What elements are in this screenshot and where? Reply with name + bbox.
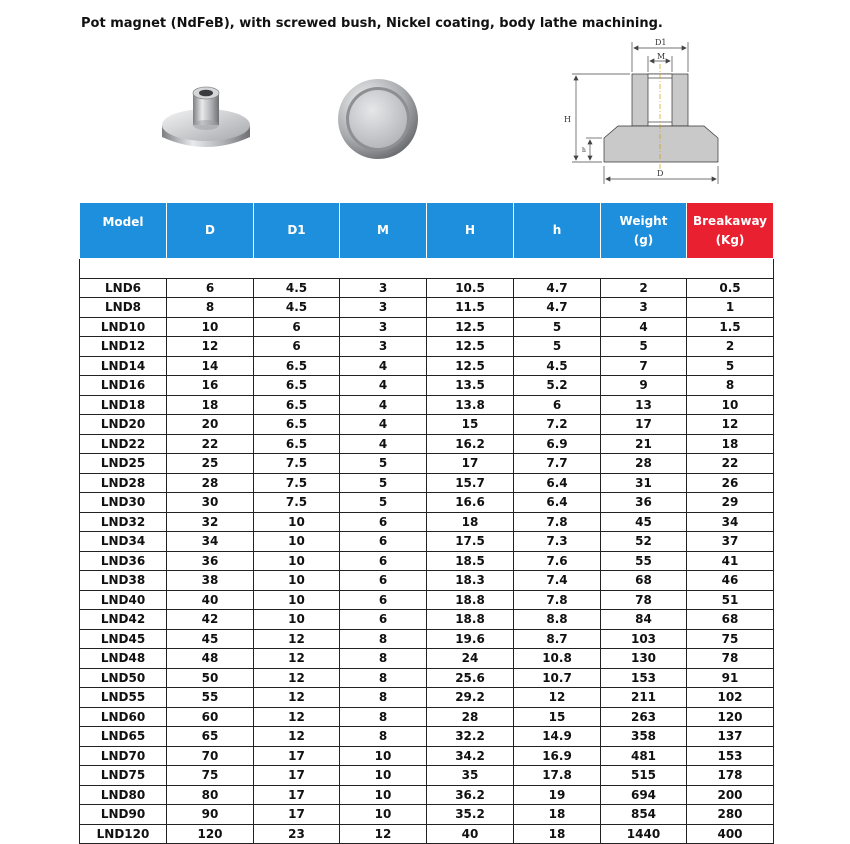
- model-cell: LND32: [80, 512, 167, 532]
- table-cell: 10: [254, 590, 340, 610]
- table-cell: 7.4: [514, 571, 601, 591]
- model-cell: LND36: [80, 551, 167, 571]
- table-cell: 60: [167, 707, 254, 727]
- table-cell: 35.2: [427, 805, 514, 825]
- table-cell: 103: [601, 629, 687, 649]
- table-cell: 137: [687, 727, 774, 747]
- table-cell: 16: [167, 376, 254, 396]
- table-cell: 15: [514, 707, 601, 727]
- table-cell: 7.3: [514, 532, 601, 552]
- table-cell: 6.5: [254, 434, 340, 454]
- table-cell: 70: [167, 746, 254, 766]
- table-cell: 12: [514, 688, 601, 708]
- table-cell: 36: [601, 493, 687, 513]
- table-cell: 18.3: [427, 571, 514, 591]
- table-row: [80, 668, 774, 688]
- table-cell: 5: [514, 337, 601, 357]
- model-cell: LND38: [80, 571, 167, 591]
- table-cell: 18.8: [427, 590, 514, 610]
- model-cell: LND30: [80, 493, 167, 513]
- table-cell: 12.5: [427, 356, 514, 376]
- table-cell: 5: [340, 473, 427, 493]
- table-cell: 8: [340, 649, 427, 669]
- table-row: [80, 512, 774, 532]
- table-row: [80, 766, 774, 786]
- model-cell: LND48: [80, 649, 167, 669]
- header-row: [80, 203, 774, 259]
- table-row: [80, 590, 774, 610]
- table-cell: 10: [254, 610, 340, 630]
- model-cell: LND80: [80, 785, 167, 805]
- table-cell: 35: [427, 766, 514, 786]
- table-cell: 13: [601, 395, 687, 415]
- table-cell: 8: [687, 376, 774, 396]
- table-cell: 3: [340, 317, 427, 337]
- table-cell: 15: [427, 415, 514, 435]
- table-cell: 12: [254, 668, 340, 688]
- table-cell: 32.2: [427, 727, 514, 747]
- table-cell: 4: [340, 376, 427, 396]
- table-cell: 36.2: [427, 785, 514, 805]
- table-cell: 84: [601, 610, 687, 630]
- table-cell: 3: [340, 298, 427, 318]
- table-cell: 8: [340, 727, 427, 747]
- table-cell: 75: [687, 629, 774, 649]
- model-cell: LND6: [80, 278, 167, 298]
- table-cell: 24: [427, 649, 514, 669]
- table-cell: 6.4: [514, 473, 601, 493]
- table-cell: 694: [601, 785, 687, 805]
- table-cell: 10.5: [427, 278, 514, 298]
- table-cell: 4.5: [254, 278, 340, 298]
- dimension-drawing: [548, 34, 768, 194]
- table-cell: 29.2: [427, 688, 514, 708]
- label-h-small: h: [582, 147, 586, 154]
- table-cell: 6: [340, 551, 427, 571]
- table-cell: 17.5: [427, 532, 514, 552]
- table-cell: 18: [167, 395, 254, 415]
- table-cell: 7: [601, 356, 687, 376]
- table-cell: 400: [687, 824, 774, 844]
- table-cell: 12: [254, 707, 340, 727]
- model-cell: LND14: [80, 356, 167, 376]
- table-cell: 19: [514, 785, 601, 805]
- table-cell: 22: [687, 454, 774, 474]
- table-cell: 45: [167, 629, 254, 649]
- table-cell: 358: [601, 727, 687, 747]
- table-cell: 6: [167, 278, 254, 298]
- table-cell: 7.5: [254, 493, 340, 513]
- table-cell: 5: [601, 337, 687, 357]
- table-cell: 10: [340, 805, 427, 825]
- table-cell: 30: [167, 493, 254, 513]
- table-cell: 515: [601, 766, 687, 786]
- table-cell: 6: [254, 317, 340, 337]
- table-cell: 102: [687, 688, 774, 708]
- table-cell: 19.6: [427, 629, 514, 649]
- table-cell: 6: [340, 610, 427, 630]
- header-h-small: h: [514, 203, 601, 259]
- table-cell: 12.5: [427, 317, 514, 337]
- table-cell: 12: [687, 415, 774, 435]
- table-cell: 5.2: [514, 376, 601, 396]
- magnet-side-photo: [160, 75, 252, 157]
- table-row: [80, 454, 774, 474]
- magnet-face-photo: [337, 78, 419, 160]
- table-row: [80, 805, 774, 825]
- table-cell: 481: [601, 746, 687, 766]
- table-cell: 8.8: [514, 610, 601, 630]
- model-cell: LND40: [80, 590, 167, 610]
- table-cell: 45: [601, 512, 687, 532]
- table-cell: 18.5: [427, 551, 514, 571]
- table-row: [80, 434, 774, 454]
- table-cell: 14: [167, 356, 254, 376]
- table-cell: 15.7: [427, 473, 514, 493]
- table-cell: 17: [254, 746, 340, 766]
- table-cell: 12: [167, 337, 254, 357]
- table-cell: 6.5: [254, 395, 340, 415]
- table-row: [80, 707, 774, 727]
- table-cell: 41: [687, 551, 774, 571]
- model-cell: LND20: [80, 415, 167, 435]
- table-cell: 68: [687, 610, 774, 630]
- model-cell: LND25: [80, 454, 167, 474]
- model-cell: LND120: [80, 824, 167, 844]
- table-cell: 65: [167, 727, 254, 747]
- table-cell: 17: [254, 805, 340, 825]
- table-cell: 153: [601, 668, 687, 688]
- table-cell: 3: [601, 298, 687, 318]
- model-cell: LND65: [80, 727, 167, 747]
- table-cell: 10: [254, 551, 340, 571]
- table-cell: 10: [167, 317, 254, 337]
- table-cell: 25.6: [427, 668, 514, 688]
- table-row: [80, 649, 774, 669]
- table-row: [80, 395, 774, 415]
- table-cell: 16.2: [427, 434, 514, 454]
- table-cell: 5: [340, 493, 427, 513]
- table-cell: 31: [601, 473, 687, 493]
- table-cell: 23: [254, 824, 340, 844]
- model-cell: LND70: [80, 746, 167, 766]
- model-cell: LND10: [80, 317, 167, 337]
- table-cell: 22: [167, 434, 254, 454]
- table-cell: 68: [601, 571, 687, 591]
- table-cell: 17: [427, 454, 514, 474]
- table-cell: 55: [167, 688, 254, 708]
- table-row: [80, 824, 774, 844]
- table-cell: 32: [167, 512, 254, 532]
- header-breakaway: Breakaway (Kg): [687, 203, 774, 259]
- table-cell: 8: [340, 707, 427, 727]
- table-cell: 6: [340, 532, 427, 552]
- label-d: D: [657, 169, 664, 178]
- table-cell: 8: [340, 629, 427, 649]
- model-cell: LND16: [80, 376, 167, 396]
- table-cell: 4: [340, 395, 427, 415]
- table-cell: 37: [687, 532, 774, 552]
- table-cell: 75: [167, 766, 254, 786]
- table-cell: 5: [514, 317, 601, 337]
- table-cell: 28: [427, 707, 514, 727]
- table-row: [80, 473, 774, 493]
- model-cell: LND90: [80, 805, 167, 825]
- table-cell: 11.5: [427, 298, 514, 318]
- label-h-big: H: [564, 115, 571, 124]
- table-cell: 6.9: [514, 434, 601, 454]
- table-cell: 13.8: [427, 395, 514, 415]
- table-cell: 40: [427, 824, 514, 844]
- table-cell: 120: [167, 824, 254, 844]
- table-cell: 12: [254, 649, 340, 669]
- table-cell: 4: [340, 415, 427, 435]
- table-cell: 6: [514, 395, 601, 415]
- table-cell: 6.5: [254, 376, 340, 396]
- table-cell: 7.8: [514, 590, 601, 610]
- model-cell: LND45: [80, 629, 167, 649]
- table-cell: 28: [167, 473, 254, 493]
- table-cell: 52: [601, 532, 687, 552]
- table-cell: 78: [687, 649, 774, 669]
- table-cell: 17: [601, 415, 687, 435]
- table-cell: 14.9: [514, 727, 601, 747]
- model-cell: LND34: [80, 532, 167, 552]
- table-cell: 28: [601, 454, 687, 474]
- table-cell: 7.5: [254, 454, 340, 474]
- table-row: [80, 688, 774, 708]
- page-title: Pot magnet (NdFeB), with screwed bush, Nickel coating, body lathe machining.: [81, 16, 663, 31]
- table-cell: 40: [167, 590, 254, 610]
- table-cell: 8: [167, 298, 254, 318]
- header-d: D: [167, 203, 254, 259]
- table-cell: 18: [514, 824, 601, 844]
- table-row: [80, 785, 774, 805]
- table-cell: 48: [167, 649, 254, 669]
- table-cell: 8: [340, 688, 427, 708]
- table-cell: 12: [254, 688, 340, 708]
- table-cell: 12: [254, 629, 340, 649]
- table-row: [80, 298, 774, 318]
- table-cell: 4.5: [254, 298, 340, 318]
- table-row: [80, 278, 774, 298]
- table-cell: 34: [687, 512, 774, 532]
- model-cell: LND12: [80, 337, 167, 357]
- table-cell: 120: [687, 707, 774, 727]
- header-weight: Weight (g): [601, 203, 687, 259]
- table-cell: 90: [167, 805, 254, 825]
- spec-table: [79, 202, 774, 844]
- table-cell: 17: [254, 766, 340, 786]
- table-cell: 1440: [601, 824, 687, 844]
- header-m: M: [340, 203, 427, 259]
- table-cell: 1: [687, 298, 774, 318]
- table-cell: 7.6: [514, 551, 601, 571]
- table-cell: 18.8: [427, 610, 514, 630]
- table-row: [80, 356, 774, 376]
- model-cell: LND75: [80, 766, 167, 786]
- table-cell: 10: [340, 746, 427, 766]
- table-cell: 91: [687, 668, 774, 688]
- table-cell: 2: [687, 337, 774, 357]
- table-cell: 6: [340, 590, 427, 610]
- table-cell: 42: [167, 610, 254, 630]
- table-cell: 12: [254, 727, 340, 747]
- table-cell: 4.7: [514, 298, 601, 318]
- table-cell: 51: [687, 590, 774, 610]
- table-cell: 7.2: [514, 415, 601, 435]
- table-cell: 50: [167, 668, 254, 688]
- table-cell: 6.5: [254, 356, 340, 376]
- table-cell: 280: [687, 805, 774, 825]
- table-cell: 38: [167, 571, 254, 591]
- table-cell: 4.5: [514, 356, 601, 376]
- label-m: M: [657, 52, 666, 61]
- table-cell: 34: [167, 532, 254, 552]
- table-cell: 46: [687, 571, 774, 591]
- table-cell: 36: [167, 551, 254, 571]
- table-cell: 20: [167, 415, 254, 435]
- table-cell: 3: [340, 337, 427, 357]
- table-cell: 26: [687, 473, 774, 493]
- table-cell: 10: [340, 785, 427, 805]
- table-cell: 18: [687, 434, 774, 454]
- table-cell: 18: [514, 805, 601, 825]
- header-d1: D1: [254, 203, 340, 259]
- table-cell: 6.5: [254, 415, 340, 435]
- model-cell: LND22: [80, 434, 167, 454]
- table-cell: 211: [601, 688, 687, 708]
- model-cell: LND60: [80, 707, 167, 727]
- table-cell: 7.7: [514, 454, 601, 474]
- table-cell: 7.8: [514, 512, 601, 532]
- table-cell: 6: [340, 571, 427, 591]
- table-cell: 21: [601, 434, 687, 454]
- table-cell: 6: [340, 512, 427, 532]
- table-row: [80, 571, 774, 591]
- table-cell: 34.2: [427, 746, 514, 766]
- model-cell: LND18: [80, 395, 167, 415]
- table-cell: 130: [601, 649, 687, 669]
- table-cell: 10: [254, 532, 340, 552]
- table-cell: 854: [601, 805, 687, 825]
- table-row: [80, 746, 774, 766]
- table-cell: 153: [687, 746, 774, 766]
- table-cell: 10: [340, 766, 427, 786]
- table-row: [80, 337, 774, 357]
- table-cell: 5: [687, 356, 774, 376]
- model-cell: LND55: [80, 688, 167, 708]
- table-cell: 5: [340, 454, 427, 474]
- table-cell: 12.5: [427, 337, 514, 357]
- table-cell: 12: [340, 824, 427, 844]
- table-row: [80, 415, 774, 435]
- label-d1: D1: [655, 38, 667, 47]
- table-cell: 10: [687, 395, 774, 415]
- header-model: Model: [80, 203, 167, 259]
- table-cell: 10: [254, 571, 340, 591]
- table-cell: 10.8: [514, 649, 601, 669]
- table-cell: 1.5: [687, 317, 774, 337]
- table-cell: 4: [340, 356, 427, 376]
- table-row: [80, 610, 774, 630]
- table-cell: 10.7: [514, 668, 601, 688]
- table-cell: 4.7: [514, 278, 601, 298]
- table-cell: 0.5: [687, 278, 774, 298]
- table-cell: 13.5: [427, 376, 514, 396]
- table-cell: 16.6: [427, 493, 514, 513]
- table-cell: 17: [254, 785, 340, 805]
- table-cell: 25: [167, 454, 254, 474]
- table-cell: 4: [601, 317, 687, 337]
- table-cell: 200: [687, 785, 774, 805]
- table-cell: 8.7: [514, 629, 601, 649]
- table-row: [80, 493, 774, 513]
- table-cell: 4: [340, 434, 427, 454]
- table-cell: 263: [601, 707, 687, 727]
- table-cell: 78: [601, 590, 687, 610]
- table-cell: 8: [340, 668, 427, 688]
- table-cell: 18: [427, 512, 514, 532]
- table-cell: 80: [167, 785, 254, 805]
- table-row: [80, 629, 774, 649]
- header-h: H: [427, 203, 514, 259]
- table-cell: 2: [601, 278, 687, 298]
- table-cell: 6.4: [514, 493, 601, 513]
- table-cell: 3: [340, 278, 427, 298]
- model-cell: LND8: [80, 298, 167, 318]
- table-row: [80, 551, 774, 571]
- model-cell: LND50: [80, 668, 167, 688]
- table-cell: 178: [687, 766, 774, 786]
- table-cell: 55: [601, 551, 687, 571]
- table-cell: 29: [687, 493, 774, 513]
- table-cell: 9: [601, 376, 687, 396]
- model-cell: LND42: [80, 610, 167, 630]
- table-cell: 7.5: [254, 473, 340, 493]
- table-row: [80, 317, 774, 337]
- table-cell: 17.8: [514, 766, 601, 786]
- table-cell: 16.9: [514, 746, 601, 766]
- table-row: [80, 532, 774, 552]
- table-cell: 10: [254, 512, 340, 532]
- model-cell: LND28: [80, 473, 167, 493]
- table-row: [80, 376, 774, 396]
- table-row: [80, 727, 774, 747]
- table-cell: 6: [254, 337, 340, 357]
